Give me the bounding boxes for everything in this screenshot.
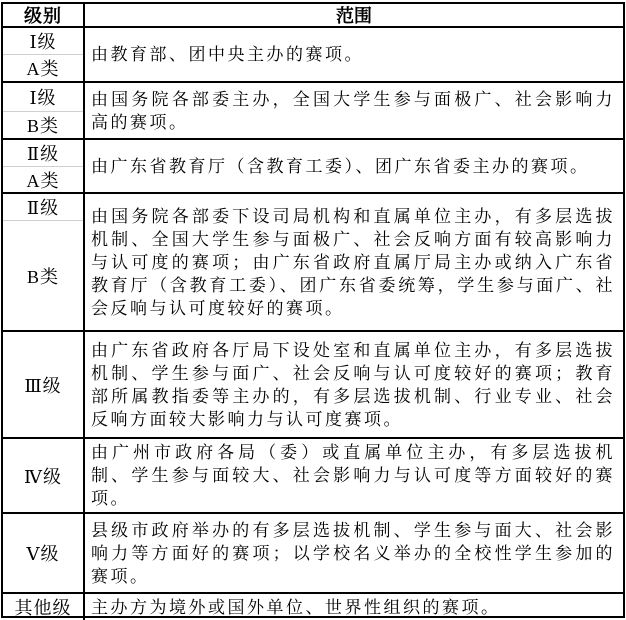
level-cell: [3, 332, 85, 437]
table-row: [3, 594, 623, 620]
scope-cell: [85, 83, 623, 138]
scope-cell: [85, 28, 623, 81]
table-header-row: [3, 4, 623, 28]
level-cell: [3, 439, 85, 512]
scope-cell: [85, 140, 623, 192]
level-label: Ⅰ级: [29, 87, 57, 108]
table-row: [3, 28, 623, 83]
table-row: [3, 514, 623, 594]
table-row: [3, 140, 623, 194]
scope-header-label: 范围: [336, 6, 372, 26]
scope-text: 由广州市政府各局（委）或直属单位主办，有多层选拔机制、学生参与面较大、社会影响力与认可度等方面较好的赛项。: [91, 443, 615, 508]
table-row: [3, 83, 623, 140]
table-row: [3, 194, 623, 332]
level-cell: [3, 594, 85, 620]
scope-cell: [85, 332, 623, 437]
scope-cell: [85, 514, 623, 592]
level-cell: [3, 28, 85, 81]
level-class-label: A类: [3, 166, 83, 192]
level-cell: [3, 140, 85, 192]
level-header-cell: [3, 4, 85, 26]
scope-text: 主办方为境外或国外单位、世界性组织的赛项。: [91, 597, 501, 617]
level-label: Ⅱ级: [26, 144, 60, 164]
level-header-label: 级别: [24, 6, 62, 26]
level-class-label: B类: [26, 266, 59, 287]
level-label: Ⅳ级: [24, 466, 62, 487]
table-row: [3, 332, 623, 439]
level-class-label: B类: [3, 111, 83, 139]
level-label: Ⅰ级: [29, 32, 57, 52]
scope-text: 由广东省政府各厅局下设处室和直属单位主办，有多层选拔机制、学生参与面广、社会反响与认可度较好的赛项；教育部所属教指委等主办的，有多层选拔机制、行业专业、社会反响方面较大影响力与认可度赛项。: [91, 340, 615, 429]
scope-cell: [85, 194, 623, 330]
table-row: [3, 439, 623, 514]
scope-text: 由国务院各部委下设司局机构和直属单位主办，有多层选拔机制、全国大学生参与面极广、社会反响方面有较高影响力与认可度的赛项；由广东省政府直属厅局主办或纳入广东省教育厅（含教育工委）、团广东省委统筹，学生参与面广、社会反响与认可度较好的赛项。: [91, 206, 615, 318]
level-cell: [3, 83, 85, 138]
level-label: Ⅱ级: [3, 194, 83, 221]
level-scope-table: [1, 2, 625, 618]
scope-header-cell: [85, 4, 623, 26]
scope-cell: [85, 439, 623, 512]
scope-text: 由广东省教育厅（含教育工委）、团广东省委主办的赛项。: [91, 156, 590, 176]
level-label: 其他级: [14, 598, 72, 618]
scope-text: 由国务院各部委主办，全国大学生参与面极广、社会影响力高的赛项。: [91, 89, 615, 132]
level-cell: [3, 194, 85, 330]
level-cell: [3, 514, 85, 592]
scope-text: 县级市政府举办的有多层选拔机制、学生参与面大、社会影响力等方面好的赛项；以学校名义举办的全校性学生参加的赛项。: [91, 520, 615, 586]
scope-text: 由教育部、团中央主办的赛项。: [91, 45, 364, 64]
scope-cell: [85, 594, 623, 620]
level-label: Ⅲ级: [24, 375, 62, 396]
level-class-label: A类: [3, 54, 83, 81]
level-label: Ⅴ级: [26, 544, 60, 564]
